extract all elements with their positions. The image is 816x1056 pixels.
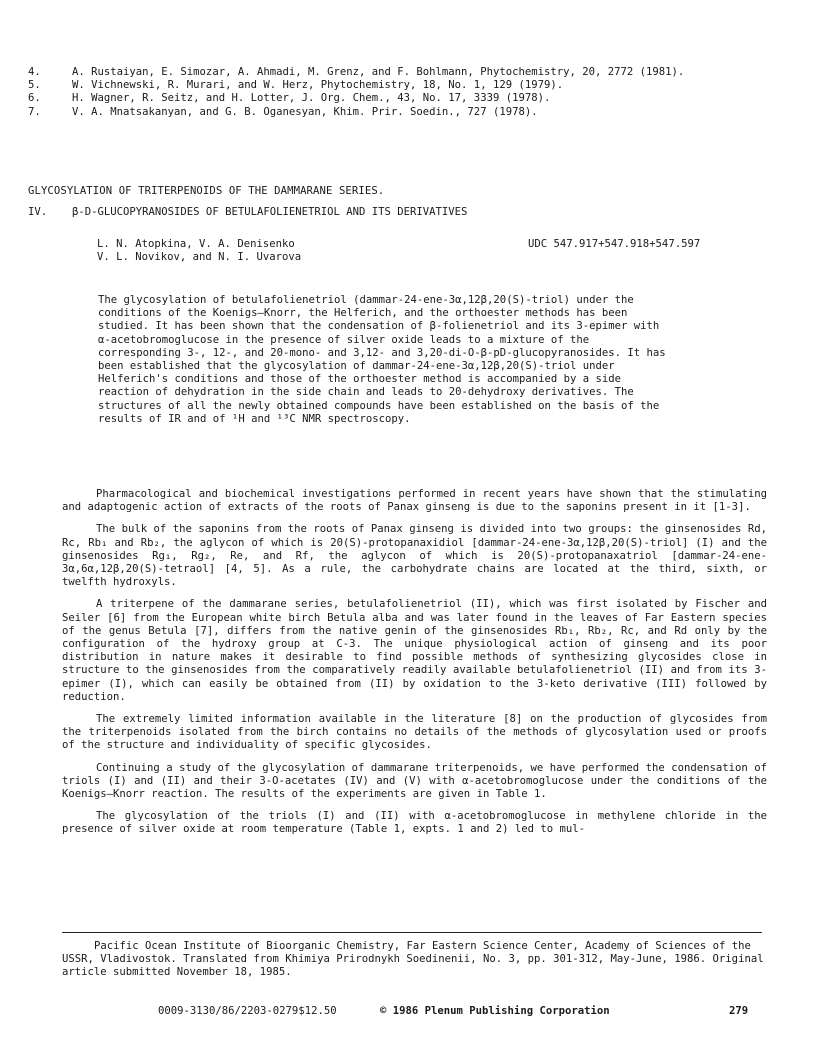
page-number: 279 xyxy=(729,1005,749,1017)
body-paragraph: The bulk of the saponins from the roots of Panax ginseng is divided into two groups: the ginsenosides Rd, Rc, Rb₁ and Rb₂, the aglycon of which is 20(S)-protopanaxidiol [dammar-24-ene-3α,12β,20(S)-triol] (I) and the ginsenosides Rg₁, Rg₂, Re, and Rf, the aglycon of which is 20(S)-protopanaxatriol [dammar-24-ene-3α,6α,12β,20(S)-tetraol] [4, 5]. As a rule, the carbohydrate chains are located at the third, sixth, or twelfth hydroxyls. xyxy=(62,523,767,589)
reference-text: H. Wagner, R. Seitz, and H. Lotter, J. Org. Chem., 43, No. 17, 3339 (1978). xyxy=(72,92,551,105)
copyright-notice: © 1986 Plenum Publishing Corporation xyxy=(380,1005,610,1017)
article-title-series: GLYCOSYLATION OF TRITERPENOIDS OF THE DAMMARANE SERIES. xyxy=(28,185,385,197)
article-title xyxy=(28,206,467,219)
article-part-number: IV. xyxy=(28,206,48,218)
authors-line: L. N. Atopkina, V. A. Denisenko xyxy=(97,238,295,250)
article-title-text: β-D-GLUCOPYRANOSIDES OF BETULAFOLIENETRIOL AND ITS DERIVATIVES xyxy=(72,206,468,218)
body-paragraph: Continuing a study of the glycosylation of dammarane triterpenoids, we have performed the condensation of triols (I) and (II) and their 3-O-acetates (IV) and (V) with α-acetobromoglucose under the conditions of the Koenigs–Knorr reaction. The results of the experiments are given in Table 1. xyxy=(62,761,767,801)
reference-item xyxy=(28,92,768,105)
reference-number: 7. xyxy=(28,105,41,118)
reference-item xyxy=(28,106,768,119)
article-body xyxy=(62,488,767,846)
reference-number: 4. xyxy=(28,66,41,78)
reference-number: 5. xyxy=(28,79,41,92)
reference-text: V. A. Mnatsakanyan, and G. B. Oganesyan, Khim. Prir. Soedin., 727 (1978). xyxy=(72,105,538,118)
reference-item xyxy=(28,79,768,92)
reference-list xyxy=(28,66,768,119)
abstract xyxy=(98,294,678,426)
body-paragraph: The glycosylation of the triols (I) and (II) with α-acetobromoglucose in methylene chloride in the presence of silver oxide at room temperature (Table 1, expts. 1 and 2) led to mul- xyxy=(62,810,767,836)
authors-line: V. L. Novikov, and N. I. Uvarova xyxy=(97,251,302,264)
udc-code: UDC 547.917+547.918+547.597 xyxy=(528,238,701,250)
reference-item xyxy=(28,66,768,79)
author-list xyxy=(97,238,301,264)
reference-text: A. Rustaiyan, E. Simozar, A. Ahmadi, M. Grenz, and F. Bohlmann, Phytochemistry, 20, 2772 (1981). xyxy=(72,66,685,78)
reference-text: W. Vichnewski, R. Murari, and W. Herz, Phytochemistry, 18, No. 1, 129 (1979). xyxy=(72,79,564,92)
footnote-text: Pacific Ocean Institute of Bioorganic Chemistry, Far Eastern Science Center, Academy of Sciences of the USSR, Vladivostok. Translated from Khimiya Prirodnykh Soedinenii, No. 3, pp. 301-312, May-June, 1986. Original article submitted November 18, 1985. xyxy=(62,940,764,979)
abstract-text: The glycosylation of betulafolienetriol (dammar-24-ene-3α,12β,20(S)-triol) under the conditions of the Koenigs–Knorr, the Helferich, and the orthoester methods has been studied. It has been shown that the condensation of β-folienetriol and its 3-epimer with α-acetobromoglucose in the presence of silver oxide leads to a mixture of the corresponding 3-, 12-, and 20-mono- and 3,12- and 3,20-di-O-β-pD-glucopyranosides. It has been established that the glycosylation of dammar-24-ene-3α,12β,20(S)-triol under Helferich's conditions and those of the orthoester method is accompanied by a side reaction of dehydration in the side chain and leads to 20-dehydroxy derivatives. The structures of all the newly obtained compounds have been established on the basis of the results of IR and of ¹H and ¹³C NMR spectroscopy. xyxy=(98,294,666,425)
reference-number: 6. xyxy=(28,92,41,105)
body-paragraph: A triterpene of the dammarane series, betulafolienetriol (II), which was first isolated by Fischer and Seiler [6] from the European white birch Betula alba and was later found in the leaves of Far Eastern species of the genus Betula [7], differs from the native genin of the ginsenosides Rb₁, Rb₂, Rc, and Rd only by the configuration of the hydroxy group at C-3. The unique physiological action of ginseng and its poor distribution in nature makes it desirable to find possible methods of synthesizing glycosides close in structure to the ginsenosides from the comparatively readily available betulafolienetriol (II) and from its 3-epimer (I), which can easily be obtained from (II) by oxidation to the 3-keto derivative (III) followed by reduction. xyxy=(62,598,767,703)
body-paragraph: The extremely limited information available in the literature [8] on the production of glycosides from the triterpenoids isolated from the birch contains no details of the methods of glycosylation used or proofs of the structure and individuality of specific glycosides. xyxy=(62,713,767,752)
affiliation-footnote xyxy=(62,940,767,980)
body-paragraph: Pharmacological and biochemical investigations performed in recent years have shown that the stimulating and adaptogenic action of extracts of the roots of Panax ginseng is due to the saponins present in it [1-3]. xyxy=(62,488,767,514)
publication-code: 0009-3130/86/2203-0279$12.50 xyxy=(158,1005,337,1017)
footnote-divider xyxy=(62,932,762,933)
